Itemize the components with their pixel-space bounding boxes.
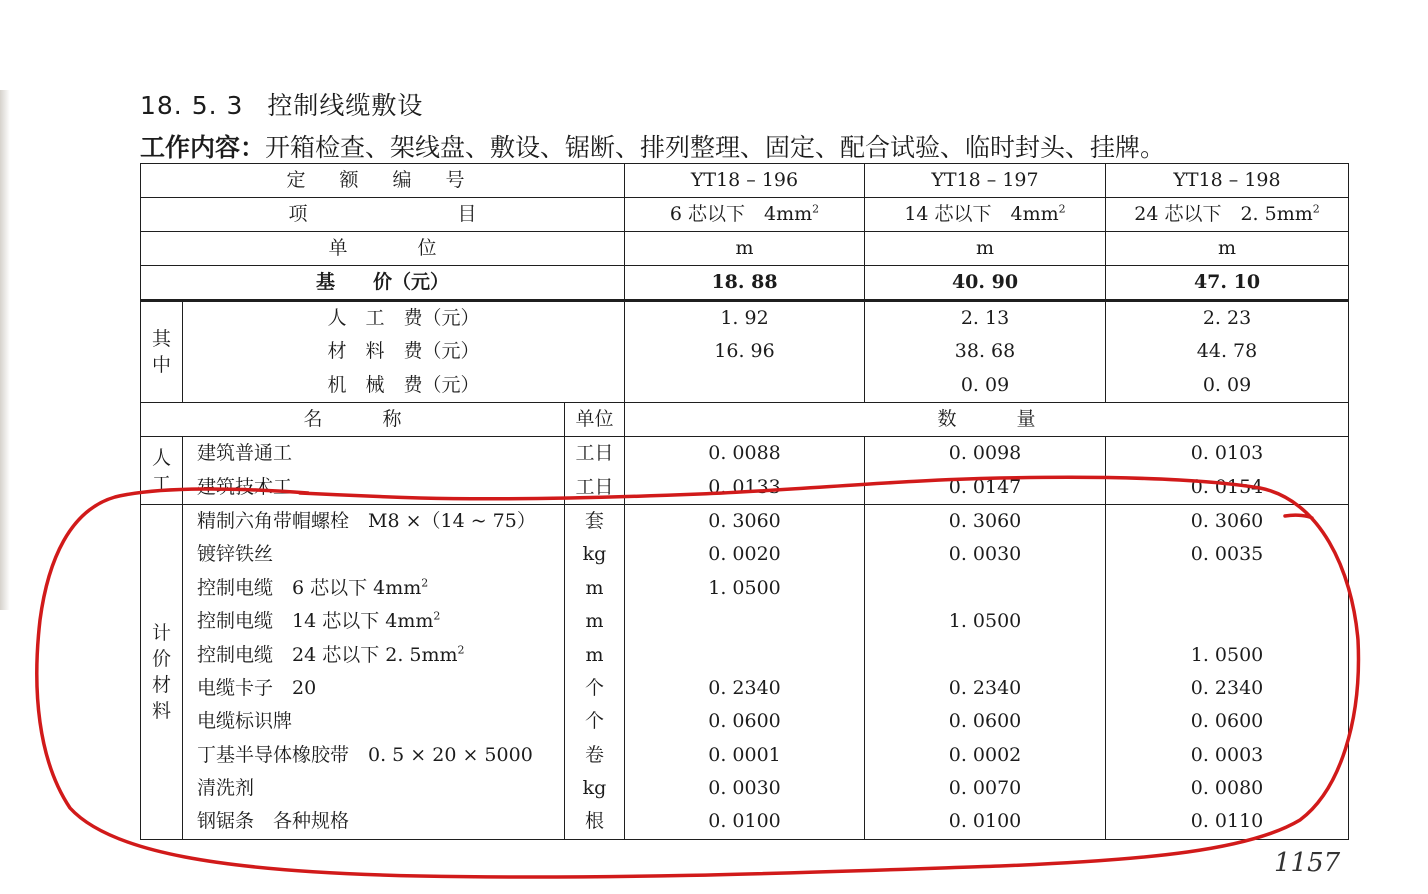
group-label-char: 人 — [151, 446, 171, 469]
name-header-b: 称 — [382, 408, 402, 431]
material-name — [197, 605, 564, 638]
material-value — [865, 639, 1105, 672]
section-heading — [140, 86, 423, 122]
material-name: 钢锯条 各种规格 — [197, 810, 350, 833]
row-units — [141, 232, 1349, 266]
material-name-sup: 2 — [457, 643, 465, 657]
row-breakdown — [141, 301, 1349, 403]
name-header-a: 名 — [303, 408, 323, 431]
breakdown-values — [625, 301, 865, 403]
item-label — [141, 198, 625, 232]
material-value: 0. 0001 — [708, 743, 781, 766]
breakdown-values — [865, 301, 1106, 403]
material-value: 1. 0500 — [948, 610, 1022, 633]
material-value: 0. 3060 — [948, 509, 1022, 532]
item-spec-text: 6 芯以下 4mm — [669, 203, 813, 225]
item-spec — [865, 198, 1106, 232]
row-quota-codes — [141, 164, 1349, 198]
item-spec — [625, 198, 865, 232]
group-label-char: 材 — [151, 673, 171, 696]
section-title: 控制线缆敷设 — [267, 91, 424, 120]
labor-value: 0. 0154 — [1190, 475, 1264, 498]
item-spec — [1106, 198, 1349, 232]
group-label-char: 中 — [151, 354, 171, 377]
labor-unit: 工日 — [575, 475, 614, 498]
material-units — [565, 504, 625, 839]
quantity-header — [625, 403, 1349, 437]
material-value — [625, 639, 864, 672]
material-value: 0. 0100 — [708, 810, 781, 833]
material-value: 0. 0035 — [1190, 543, 1264, 566]
work-content-text: 开箱检查、架线盘、敷设、锯断、排列整理、固定、配合试验、临时封头、挂牌。 — [265, 133, 1166, 162]
group-label-char: 工 — [151, 472, 171, 495]
breakdown-label: 机 械 费（元） — [327, 373, 480, 396]
material-value — [1106, 572, 1348, 605]
material-value — [625, 605, 864, 638]
labor-group-label — [141, 437, 183, 505]
labor-value: 0. 0088 — [708, 442, 781, 465]
item-spec-sup: 2 — [1058, 202, 1066, 216]
quota-no-label: 定 额 编 号 — [141, 164, 625, 198]
material-name — [197, 639, 564, 672]
labor-unit: 工日 — [575, 442, 614, 465]
section-number: 18. 5. 3 — [140, 91, 244, 120]
name-header — [141, 403, 565, 437]
item-label-a: 项 — [288, 203, 308, 225]
labor-values — [865, 437, 1106, 505]
quota-table — [140, 163, 1349, 840]
labor-values — [625, 437, 865, 505]
material-name — [197, 572, 564, 605]
breakdown-value: 16. 96 — [714, 340, 775, 363]
material-unit: kg — [582, 543, 607, 566]
material-values — [865, 504, 1106, 839]
material-unit: 根 — [584, 810, 604, 833]
material-name: 电缆卡子 20 — [197, 676, 317, 699]
group-label-char: 计 — [151, 621, 171, 644]
item-spec-sup: 2 — [1312, 202, 1320, 216]
unit-label-b: 位 — [417, 237, 437, 259]
material-value: 0. 0600 — [708, 710, 781, 733]
page-number: 1157 — [1274, 848, 1341, 878]
breakdown-value: 38. 68 — [954, 340, 1016, 363]
unit-label-a: 单 — [328, 237, 348, 259]
breakdown-value: 2. 23 — [1202, 307, 1252, 329]
row-items — [141, 198, 1349, 232]
breakdown-label: 人 工 费（元） — [327, 307, 480, 329]
breakdown-labels — [183, 301, 625, 403]
row-labor — [141, 437, 1349, 505]
unit-label — [141, 232, 625, 266]
breakdown-value — [625, 369, 864, 402]
labor-value: 0. 0098 — [948, 442, 1022, 465]
item-spec-text: 14 芯以下 4mm — [904, 203, 1059, 225]
material-name: 精制六角带帽螺栓 M8 ×（14 ~ 75） — [197, 509, 536, 532]
item-spec-text: 24 芯以下 2. 5mm — [1134, 203, 1313, 225]
breakdown-value: 0. 09 — [1202, 373, 1252, 396]
labor-name: 建筑技术工 — [197, 475, 293, 498]
material-name-sup: 2 — [433, 609, 441, 623]
breakdown-values — [1106, 301, 1349, 403]
material-values — [625, 504, 865, 839]
quota-code: YT18 – 196 — [625, 164, 865, 198]
material-value: 0. 0080 — [1190, 777, 1264, 800]
group-label-char: 料 — [151, 699, 171, 722]
material-value: 0. 0020 — [708, 543, 781, 566]
material-unit: kg — [582, 777, 607, 800]
unit-value: m — [1106, 232, 1349, 266]
material-value: 0. 0110 — [1190, 810, 1264, 833]
material-value: 0. 3060 — [708, 509, 781, 532]
material-name-text: 控制电缆 14 芯以下 4mm — [197, 610, 434, 633]
labor-names — [183, 437, 565, 505]
material-value: 0. 0100 — [948, 810, 1022, 833]
labor-units — [565, 437, 625, 505]
material-unit: 个 — [584, 676, 604, 699]
item-label-b: 目 — [457, 203, 477, 225]
labor-value: 0. 0133 — [708, 475, 781, 498]
row-base-price — [141, 266, 1349, 301]
material-value: 0. 3060 — [1190, 509, 1264, 532]
group-label-char: 价 — [151, 647, 171, 670]
breakdown-value: 1. 92 — [720, 307, 769, 329]
material-name-text: 控制电缆 24 芯以下 2. 5mm — [197, 643, 458, 666]
breakdown-label: 材 料 费（元） — [327, 340, 480, 363]
base-price: 47. 10 — [1106, 266, 1349, 301]
breakdown-group-label — [141, 301, 183, 403]
material-name: 电缆标识牌 — [197, 710, 293, 733]
material-name: 丁基半导体橡胶带 0. 5 × 20 × 5000 — [197, 743, 533, 766]
breakdown-value: 0. 09 — [960, 373, 1010, 396]
material-value: 0. 0070 — [948, 777, 1022, 800]
row-materials — [141, 504, 1349, 839]
labor-value: 0. 0103 — [1190, 442, 1264, 465]
material-name: 镀锌铁丝 — [197, 543, 274, 566]
material-name: 清洗剂 — [197, 777, 255, 800]
material-value — [865, 572, 1105, 605]
page-edge-shadow — [0, 90, 10, 610]
material-value: 0. 0600 — [1190, 710, 1264, 733]
material-value: 1. 0500 — [708, 576, 781, 599]
material-unit: m — [585, 610, 604, 633]
material-unit: 卷 — [584, 743, 604, 766]
material-unit: m — [585, 576, 604, 599]
unit-value: m — [625, 232, 865, 266]
material-value — [1106, 605, 1348, 638]
materials-group-label — [141, 504, 183, 839]
unit-value: m — [865, 232, 1106, 266]
work-content-label: 工作内容： — [140, 133, 266, 162]
material-value: 0. 0003 — [1190, 743, 1264, 766]
material-value: 0. 0002 — [948, 743, 1022, 766]
material-value: 1. 0500 — [1190, 643, 1264, 666]
material-value: 0. 0030 — [708, 777, 781, 800]
labor-value: 0. 0147 — [948, 475, 1022, 498]
item-spec-sup: 2 — [812, 202, 820, 216]
base-price: 40. 90 — [865, 266, 1106, 301]
base-price: 18. 88 — [625, 266, 865, 301]
quota-code: YT18 – 197 — [865, 164, 1106, 198]
group-label-char: 其 — [151, 328, 171, 351]
base-price-label: 基 价（元） — [141, 266, 625, 301]
quota-code: YT18 – 198 — [1106, 164, 1349, 198]
material-name-text: 控制电缆 6 芯以下 4mm — [197, 576, 422, 599]
material-value: 0. 0030 — [948, 543, 1022, 566]
work-content — [140, 128, 1165, 164]
material-value: 0. 2340 — [708, 676, 781, 699]
material-value: 0. 2340 — [948, 676, 1022, 699]
material-value: 0. 2340 — [1190, 676, 1264, 699]
material-names — [183, 504, 565, 839]
material-unit: m — [585, 643, 604, 666]
quantity-header-b: 量 — [1016, 408, 1036, 431]
material-unit: 个 — [584, 710, 604, 733]
breakdown-value: 44. 78 — [1196, 340, 1258, 363]
labor-values — [1106, 437, 1349, 505]
unit-header: 单位 — [565, 403, 625, 437]
material-values — [1106, 504, 1349, 839]
row-column-headers — [141, 403, 1349, 437]
material-value: 0. 0600 — [948, 710, 1022, 733]
quantity-header-a: 数 — [937, 408, 957, 431]
material-unit: 套 — [584, 509, 604, 532]
labor-name: 建筑普通工 — [197, 442, 293, 465]
breakdown-value: 2. 13 — [960, 307, 1010, 329]
material-name-sup: 2 — [421, 576, 429, 590]
